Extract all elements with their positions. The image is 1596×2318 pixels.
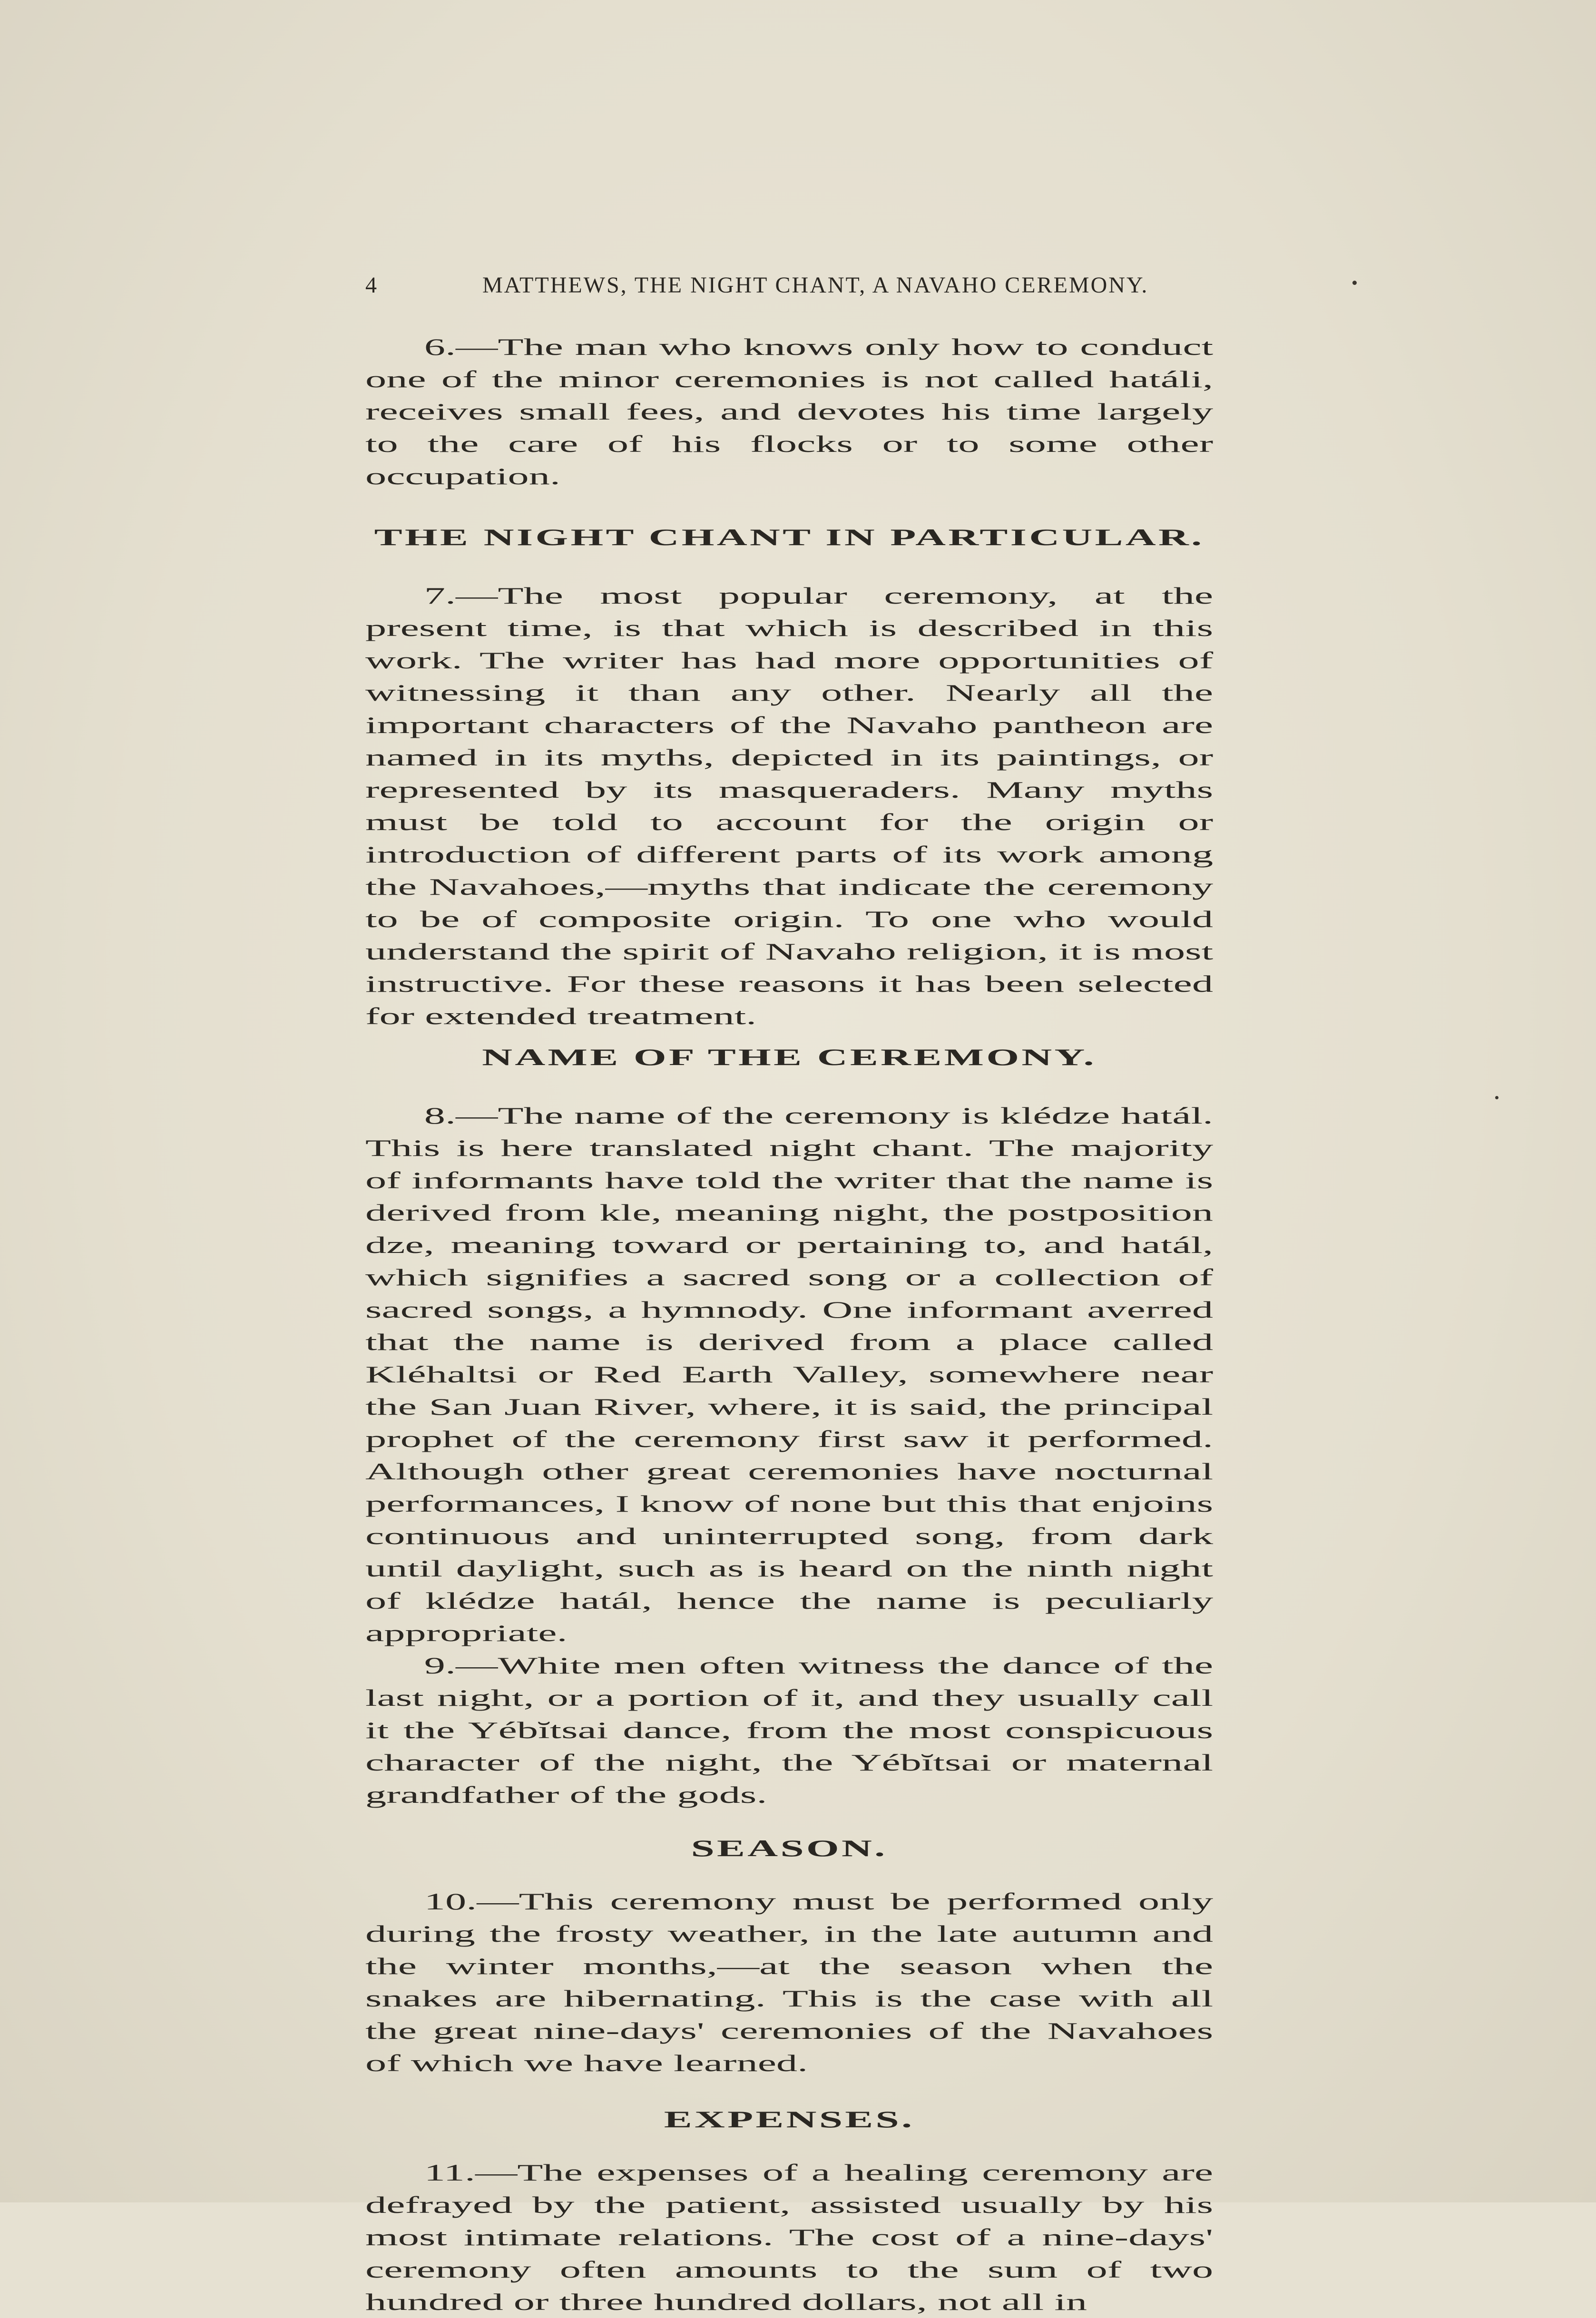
ink-speck <box>1352 281 1357 285</box>
running-head-title: MATTHEWS, THE NIGHT CHANT, A NAVAHO CEREMONY. <box>482 273 1149 298</box>
paragraph-10: 10.—This ceremony must be performed only during the frosty weather, in the late autumn and the winter months,—at the season when the snakes are hibernating. This is the case with all the great nine-days' ceremonies of the Navahoes of which we have learned. <box>365 1888 1214 2076</box>
body-text <box>365 331 1213 2318</box>
paragraph-8: 8.—The name of the ceremony is klédze hatál. This is here translated night chant. The majority of informants have told the writer that the name is derived from kle, meaning night, the postposition dze, meaning toward or pertaining to, and hatál, which signifies a sacred song or a collection of sacred songs, a hymnody. One informant averred that the name is derived from a place called Kléhaltsi or Red Earth Valley, somewhere near the San Juan River, where, it is said, the principal prophet of the ceremony first saw it performed. Although other great ceremonies have nocturnal performances, I know of none but this that enjoins continuous and uninterrupted song, from dark until daylight, such as is heard on the ninth night of klédze hatál, hence the name is peculiarly appropriate. <box>365 1102 1214 1646</box>
paragraph-9: 9.—White men often witness the dance of the last night, or a portion of it, and they usually call it the Yébĭtsai dance, from the most conspicuous character of the night, the Yébĭtsai or maternal grandfather of the gods. <box>365 1652 1214 1808</box>
heading-season: SEASON. <box>691 1835 888 1861</box>
heading-expenses: EXPENSES. <box>664 2106 915 2132</box>
paragraph-7: 7.—The most popular ceremony, at the present time, is that which is described in this work. The writer has had more opportunities of witnessing it than any other. Nearly all the important characters of the Navaho pantheon are named in its myths, depicted in its paintings, or represented by its masqueraders. Many myths must be told to account for the origin or introduction of different parts of its work among the Navahoes,—myths that indicate the ceremony to be of composite origin. To one who would understand the spirit of Navaho religion, it is most instructive. For these reasons it has been selected for extended treatment. <box>365 582 1214 1029</box>
page-number: 4 <box>365 273 378 298</box>
paragraph-6: 6.—The man who knows only how to conduct one of the minor ceremonies is not called hatáli, receives small fees, and devotes his time largely to the care of his flocks or to some other occupation. <box>365 333 1214 489</box>
paragraph-11: 11.—The expenses of a healing ceremony are defrayed by the patient, assisted usually by his most intimate relations. The cost of a nine-days' ceremony often amounts to the sum of two hundred or three hundred dollars, not all in <box>365 2159 1214 2315</box>
ink-speck <box>1495 1096 1498 1099</box>
heading-name-of-ceremony: NAME OF THE CEREMONY. <box>482 1044 1097 1070</box>
running-head <box>365 272 1213 305</box>
heading-night-chant: THE NIGHT CHANT IN PARTICULAR. <box>374 524 1204 550</box>
